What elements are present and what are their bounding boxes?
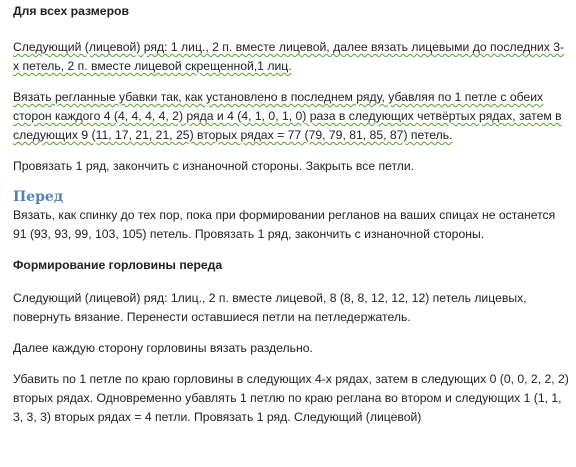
- section-heading-neckline: Формирование горловины переда: [13, 258, 223, 272]
- paragraph-bind-off: Провязать 1 ряд, закончить с изнаночной стороны. Закрыть все петли.: [13, 159, 415, 173]
- paragraph-next-row: Следующий (лицевой) ряд: 1 лиц., 2 п. вместе лицевой, далее вязать лицевыми до последних 3-х петель, 2 п. вместе лицевой скрещенной,1 лиц.: [13, 40, 565, 73]
- section-heading-all-sizes: Для всех размеров: [13, 4, 129, 18]
- paragraph-neckline-row: Следующий (лицевой) ряд: 1лиц., 2 п. вместе лицевой, 8 (8, 8, 12, 12, 12) петель лицевых, повернуть вязание. Перенести оставшиеся петли на петледержатель.: [13, 291, 527, 324]
- paragraph-front-instructions: Вязать, как спинку до тех пор, пока при формировании регланов на ваших спицах не останется 91 (93, 93, 99, 103, 105) петель. Провязать 1 ряд, закончить с изнаночной стороны.: [13, 208, 556, 241]
- paragraph-neckline-decreases: Убавить по 1 петле по краю горловины в следующих 4-х рядах, затем в следующих 0 (0, 0, 2, 2, 2) вторых рядах. Одновременно убавлять 1 петлю по краю реглана во втором и следующих 1 (1, 1, 3, 3, 3) вторых рядах = 4 петли. Провязать 1 ряд. Следующий (лицевой): [13, 372, 569, 424]
- paragraph-raglan-decreases: Вязать регланные убавки так, как установлено в последнем ряду, убавляя по 1 петле с обеих сторон каждого 4 (4, 4, 4, 4, 2) ряда и 4 (4, 1, 0, 1, 0) раза в следующих четвёртых рядах, затем в следующих 9 (11, 17, 21, 21, 25) вторых рядах = 77 (79, 79, 81, 85, 87) петель.: [13, 90, 562, 142]
- heading-front: Перед: [13, 189, 64, 205]
- paragraph-each-side: Далее каждую сторону горловины вязать раздельно.: [13, 341, 313, 355]
